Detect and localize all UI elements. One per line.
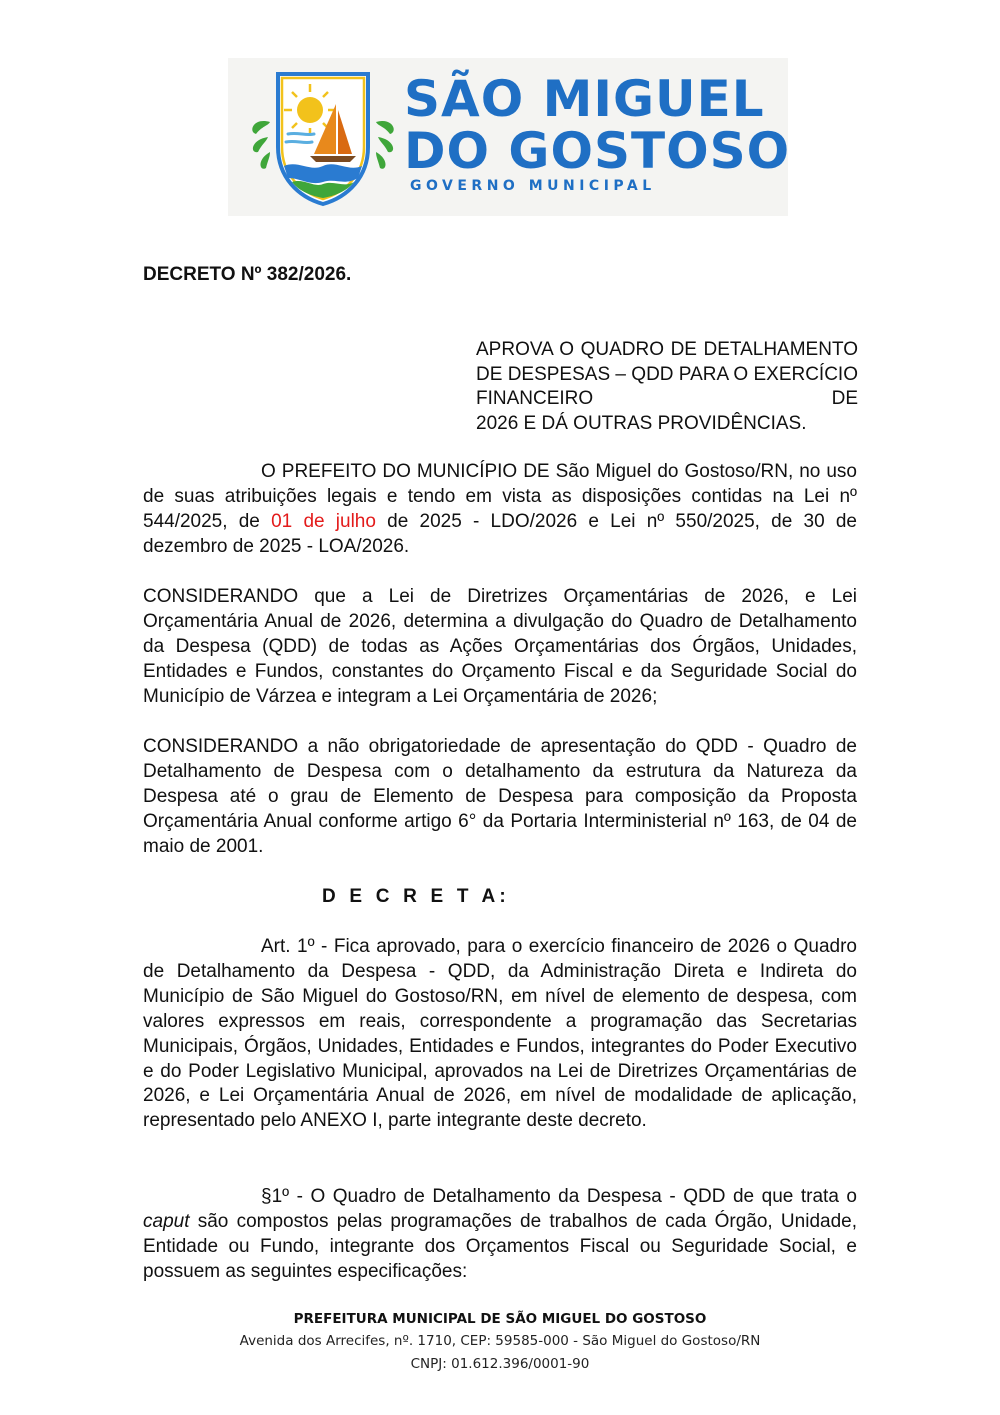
paragraph-1 (143, 1185, 857, 1285)
preamble-text-start: O PREFEITO DO MUNICÍPIO DE São Miguel do Gostoso/RN, no uso de suas atribuições legais e tendo em vista as disposições contidas na Lei nº 544/2025, de (143, 461, 857, 532)
decree-ementa (476, 338, 858, 436)
brand-name-line2: DO GOSTOSO (404, 122, 791, 180)
considerando-paragraph-1: CONSIDERANDO que a Lei de Diretrizes Orçamentárias de 2026, e Lei Orçamentária Anual de 2026, determina a divulgação do Quadro de Detalhamento da Despesa (QDD) de todas as Ações Orçamentárias dos Órgãos, Unidades, Entidades e Fundos, constantes do Orçamento Fiscal e da Seguridade Social do Município de Várzea e integram a Lei Orçamentária de 2026; (143, 586, 857, 707)
footer-address: Avenida dos Arrecifes, nº. 1710, CEP: 59585-000 - São Miguel do Gostoso/RN (239, 1333, 761, 1349)
footer-cnpj: CNPJ: 01.612.396/0001-90 (410, 1356, 590, 1372)
paragraph-1-text-start: §1º - O Quadro de Detalhamento da Despesa - QDD de que trata o (261, 1186, 857, 1207)
decree-title: DECRETO Nº 382/2026. (143, 264, 352, 285)
decreta-heading: D E C R E T A: (322, 886, 510, 907)
ementa-last-line: 2026 E DÁ OUTRAS PROVIDÊNCIAS. (476, 412, 807, 434)
footer-institution: PREFEITURA MUNICIPAL DE SÃO MIGUEL DO GOSTOSO (293, 1311, 707, 1327)
paragraph-1-text-end: são compostos pelas programações de trabalhos de cada Órgão, Unidade, Entidade ou Fundo, integrante dos Orçamentos Fiscal ou Seguridade Social, e possuem as seguintes especificações: (143, 1210, 857, 1282)
brand-subtitle: GOVERNO MUNICIPAL (410, 178, 656, 194)
paragraph-1-italic-caput: caput (143, 1210, 190, 1232)
municipal-crest-icon (248, 62, 398, 212)
considerando-paragraph-2: CONSIDERANDO a não obrigatoriedade de apresentação do QDD - Quadro de Detalhamento de Despesa com o detalhamento da estrutura da Natureza da Despesa até o grau de Elemento de Despesa para composição da Proposta Orçamentária Anual conforme artigo 6° da Portaria Interministerial nº 163, de 04 de maio de 2001. (143, 736, 857, 857)
ementa-text: APROVA O QUADRO DE DETALHAMENTO DE DESPESAS – QDD PARA O EXERCÍCIO FINANCEIRO DE (476, 339, 858, 409)
brand-name-line1: SÃO MIGUEL (404, 70, 765, 128)
preamble-paragraph (143, 460, 857, 560)
preamble-highlighted-date: 01 de julho (271, 510, 376, 532)
preamble-text-end: de 2025 - LDO/2026 e Lei nº 550/2025, de 30 de dezembro de 2025 - LOA/2026. (143, 510, 858, 557)
article-1-paragraph: Art. 1º - Fica aprovado, para o exercício financeiro de 2026 o Quadro de Detalhamento da Despesa - QDD, da Administração Direta e Indireta do Município de São Miguel do Gostoso/RN, em nível de elemento de despesa, com valores expressos em reais, correspondente a programação das Secretarias Municipais, Órgãos, Unidades, Entidades e Fundos, integrantes do Poder Executivo e do Poder Legislativo Municipal, aprovados na Lei de Diretrizes Orçamentárias de 2026, e Lei Orçamentária Anual de 2026, em nível de modalidade de aplicação, representado pelo ANEXO I, parte integrante deste decreto. (143, 936, 857, 1132)
